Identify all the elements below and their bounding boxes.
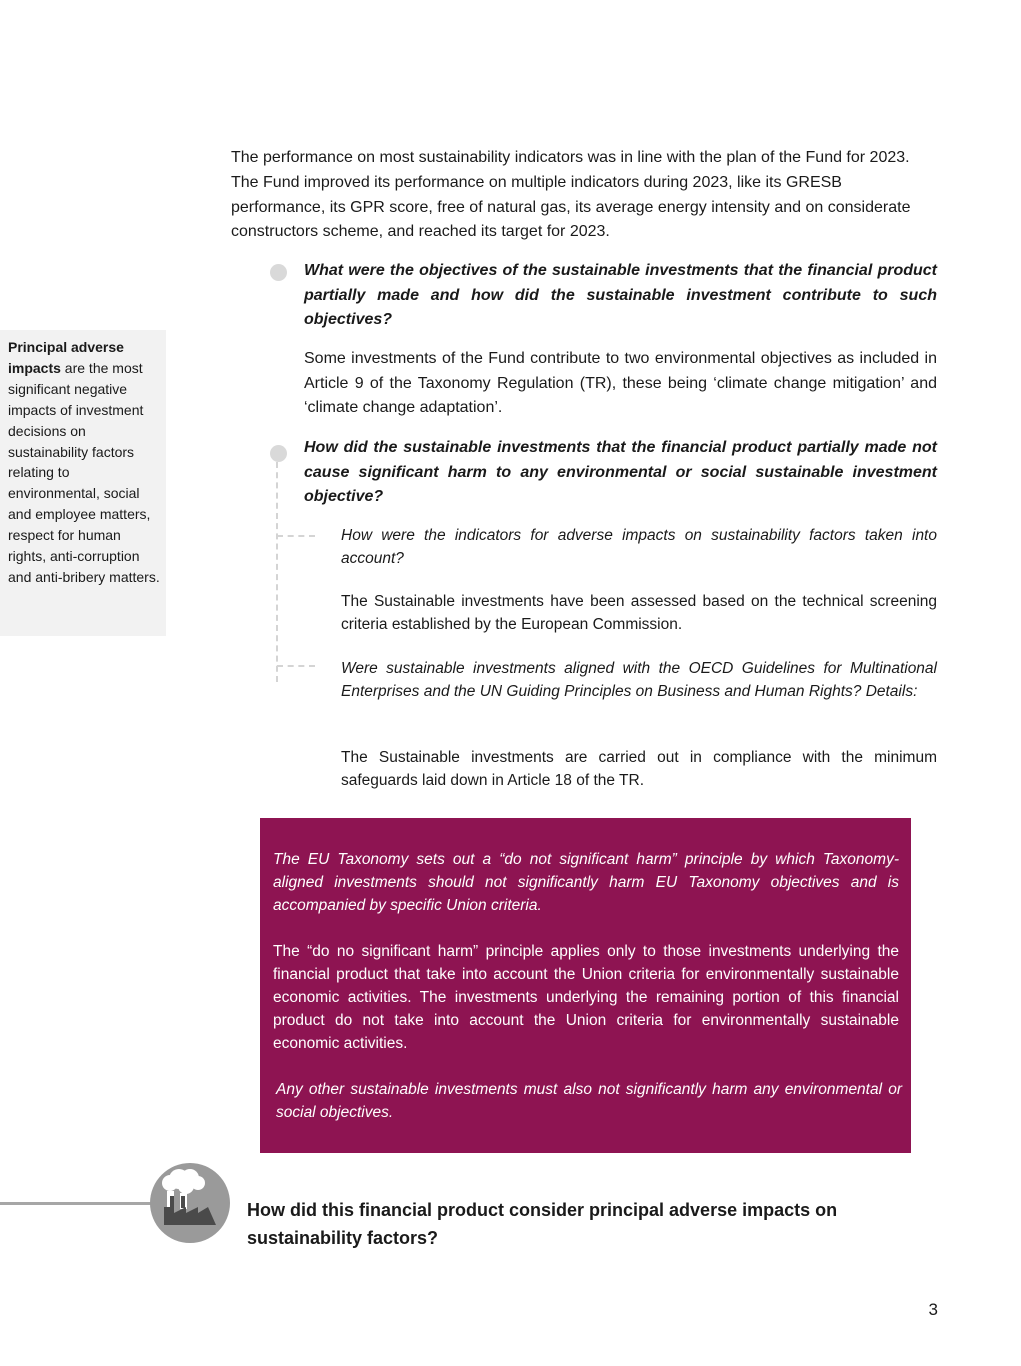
question-objectives: What were the objectives of the sustainable investments that the financial product partially made and how did the sustainable investment contribute to such objectives? [304,262,937,328]
factory-pollution-icon [150,1163,230,1243]
bullet-icon [270,445,287,462]
sidebar-definition-text: are the most significant negative impacts of investment decisions on sustainability factors relating to environmental, social and employee matters, respect for human rights, anti-corruption and anti-bribery matters. [8,359,160,585]
answer-oecd-alignment: The Sustainable investments are carried out in compliance with the minimum safeguards laid down in Article 18 of the TR. [341,749,937,789]
subquestion-adverse-indicators: How were the indicators for adverse impacts on sustainability factors taken into account? [341,527,937,567]
answer-adverse-indicators: The Sustainable investments have been assessed based on the technical screening criteria established by the European Commission. [341,593,937,633]
section-heading: How did this financial product consider principal adverse impacts on sustainability factors? [247,1200,838,1248]
bullet-icon [270,264,287,281]
tree-branch-dash [277,535,315,537]
tree-branch-dash [277,665,315,667]
section-divider-line [0,1202,160,1205]
page-number: 3 [928,1300,938,1319]
question-no-significant-harm: How did the sustainable investments that the financial product partially made not cause significant harm to any environmental or social sustainable investment objective? [304,439,937,505]
sidebar-definition [8,337,160,588]
taxonomy-paragraph-3: Any other sustainable investments must also not significantly harm any environmental or social objectives. [276,1081,902,1121]
answer-objectives: Some investments of the Fund contribute to two environmental objectives as included in Article 9 of the Taxonomy Regulation (TR), these being ‘climate change mitigation’ and ‘climate change adaptation’. [304,350,937,416]
intro-paragraph: The performance on most sustainability indicators was in line with the plan of the Fund for 2023. The Fund improved its performance on multiple indicators during 2023, like its GRESB performance, its GPR score, free of natural gas, its average energy intensity and on considerate constructors scheme, and reached its target for 2023. [231,149,911,241]
sidebar-term: Principal adverse impacts [8,339,124,376]
tree-connector-line [276,462,278,682]
taxonomy-paragraph-1: The EU Taxonomy sets out a “do not significant harm” principle by which Taxonomy-aligned investments should not significantly harm EU Taxonomy objectives and is accompanied by specific Union criteria. [273,851,899,914]
taxonomy-paragraph-2: The “do no significant harm” principle applies only to those investments underlying the financial product that take into account the Union criteria for environmentally sustainable economic activities. The investments underlying the remaining portion of this financial product do not take into account the Union criteria for environmentally sustainable economic activities. [273,943,899,1052]
subquestion-oecd-alignment: Were sustainable investments aligned with the OECD Guidelines for Multinational Enterprises and the UN Guiding Principles on Business and Human Rights? Details: [341,660,937,700]
